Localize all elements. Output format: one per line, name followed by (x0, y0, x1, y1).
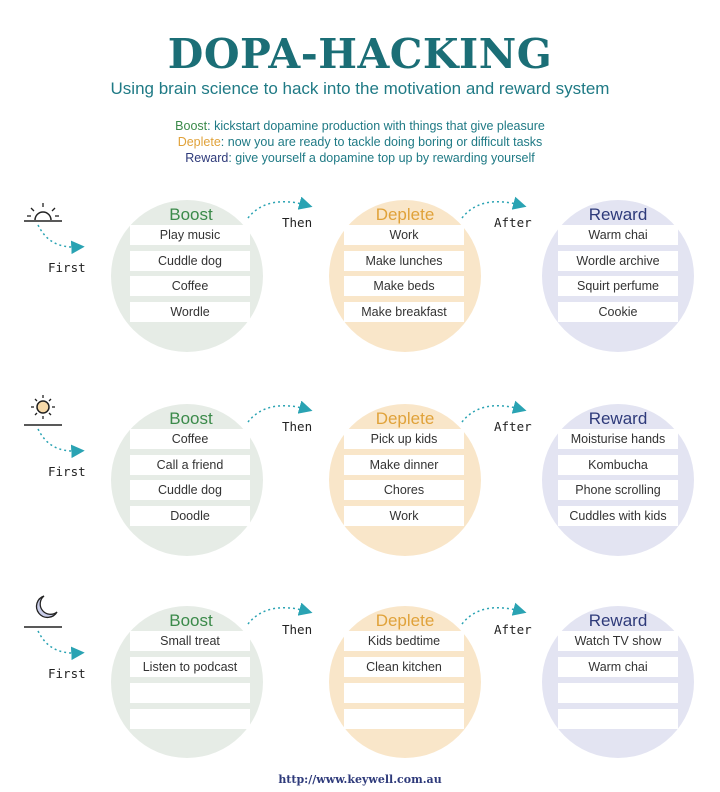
deplete-item: Work (344, 225, 464, 245)
deplete-item: Chores (344, 480, 464, 500)
deplete-heading: Deplete (375, 409, 435, 428)
first-arrow (38, 429, 78, 451)
reward-heading: Reward (588, 205, 648, 224)
deplete-item: Clean kitchen (344, 657, 464, 677)
reward-item: Cookie (558, 302, 678, 322)
boost-item: Play music (130, 225, 250, 245)
first-label: First (48, 260, 86, 275)
then-label: Then (282, 419, 313, 434)
boost-heading: Boost (169, 205, 213, 224)
moon-icon (24, 596, 62, 627)
page-title: DOPA-HACKING (167, 30, 553, 78)
boost-item: Listen to podcast (130, 657, 250, 677)
then-label: Then (282, 622, 313, 637)
boost-item: Wordle (130, 302, 250, 322)
boost-item: Cuddle dog (130, 251, 250, 271)
reward-item: Warm chai (558, 225, 678, 245)
first-arrow (38, 631, 78, 653)
then-arrow (248, 608, 306, 624)
deplete-item: Make breakfast (344, 302, 464, 322)
reward-item: Phone scrolling (558, 480, 678, 500)
boost-item: Doodle (130, 506, 250, 526)
boost-heading: Boost (169, 409, 213, 428)
after-arrow (462, 608, 520, 624)
first-label: First (48, 666, 86, 681)
reward-item: Wordle archive (558, 251, 678, 271)
reward-item: Cuddles with kids (558, 506, 678, 526)
reward-heading: Reward (588, 611, 648, 630)
sunrise-icon (24, 203, 62, 221)
boost-item: Coffee (130, 276, 250, 296)
boost-item: Call a friend (130, 455, 250, 475)
legend-reward-key: Reward (185, 151, 229, 165)
legend-boost-text: : kickstart dopamine production with things that give pleasure (207, 119, 545, 133)
after-label: After (494, 622, 532, 637)
reward-item: Moisturise hands (558, 429, 678, 449)
legend-deplete-key: Deplete (177, 135, 221, 149)
legend-boost-key: Boost (175, 119, 208, 133)
footer-url: http://www.keywell.com.au (278, 773, 442, 786)
legend-reward-text: : give yourself a dopamine top up by rewarding yourself (228, 151, 535, 165)
first-arrow (38, 225, 78, 247)
reward-item: Warm chai (558, 657, 678, 677)
deplete-heading: Deplete (375, 205, 435, 224)
reward-heading: Reward (588, 409, 648, 428)
deplete-item: Work (344, 506, 464, 526)
then-label: Then (282, 215, 313, 230)
deplete-item: Pick up kids (344, 429, 464, 449)
deplete-item: Kids bedtime (344, 631, 464, 651)
deplete-heading: Deplete (375, 611, 435, 630)
after-arrow (462, 202, 520, 218)
deplete-item: Make dinner (344, 455, 464, 475)
after-label: After (494, 419, 532, 434)
reward-item: Watch TV show (558, 631, 678, 651)
boost-item: Coffee (130, 429, 250, 449)
after-label: After (494, 215, 532, 230)
then-arrow (248, 406, 306, 422)
boost-item: Cuddle dog (130, 480, 250, 500)
deplete-item: Make beds (344, 276, 464, 296)
then-arrow (248, 202, 306, 218)
sun-icon (24, 395, 62, 425)
reward-item: Squirt perfume (558, 276, 678, 296)
reward-item: Kombucha (558, 455, 678, 475)
boost-heading: Boost (169, 611, 213, 630)
legend-deplete-text: : now you are ready to tackle doing boring or difficult tasks (220, 135, 543, 149)
deplete-item: Make lunches (344, 251, 464, 271)
first-label: First (48, 464, 86, 479)
after-arrow (462, 406, 520, 422)
page-subtitle: Using brain science to hack into the motivation and reward system (110, 79, 610, 98)
boost-item: Small treat (130, 631, 250, 651)
